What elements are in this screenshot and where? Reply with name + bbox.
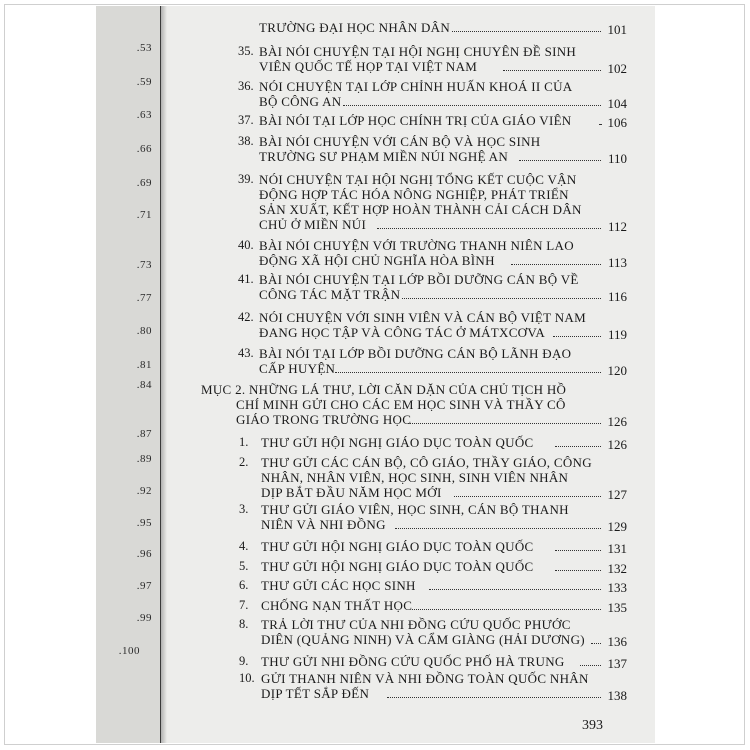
entry-page-number: 127: [607, 487, 627, 502]
previous-page-number: .84: [136, 379, 152, 391]
entry-page-number: 102: [607, 61, 627, 76]
entry-number: 42.: [238, 310, 254, 324]
entry-title-line: BÀI NÓI CHUYỆN TẠI HỘI NGHỊ CHUYÊN ĐỀ SINH: [259, 44, 577, 59]
entry-title-line: BÀI NÓI CHUYỆN TẠI LỚP BỒI DƯỠNG CÁN BỘ VỀ: [259, 272, 579, 287]
leader-dots: [452, 30, 601, 32]
entry-number: 4.: [239, 539, 249, 553]
sub-entry-title-line: THƯ GỬI GIÁO VIÊN, HỌC SINH, CÁN BỘ THANH: [261, 502, 569, 517]
entry-number: 5.: [239, 559, 249, 573]
entry-title-line: TRƯỜNG SƯ PHẠM MIỀN NÚI NGHỆ AN: [259, 149, 509, 164]
entry-number: 40.: [238, 238, 254, 252]
previous-page-number: .100: [118, 645, 140, 657]
entry-page-number: 120: [607, 363, 627, 378]
previous-page-number: .53: [136, 42, 152, 54]
leader-dots: [408, 422, 601, 424]
entry-page-number: 137: [607, 656, 627, 671]
previous-page-number: .73: [136, 259, 152, 271]
sub-entry-title-line: THƯ GỬI HỘI NGHỊ GIÁO DỤC TOÀN QUỐC: [261, 539, 534, 554]
entry-number: 41.: [238, 272, 254, 286]
previous-page-number: .77: [136, 292, 152, 304]
section-heading-line: GIÁO TRONG TRƯỜNG HỌC: [236, 412, 412, 427]
previous-page-number: .59: [136, 76, 152, 88]
entry-title-line: BÀI NÓI CHUYỆN VỚI CÁN BỘ VÀ HỌC SINH: [259, 134, 541, 149]
entry-title-line: CẤP HUYỆN: [259, 361, 336, 376]
previous-page-number: .96: [136, 548, 152, 560]
entry-title-line: NÓI CHUYỆN TẠI HỘI NGHỊ TỔNG KẾT CUỘC VẬN: [259, 172, 577, 187]
leader-dots: [580, 664, 601, 666]
entry-page-number: 138: [607, 688, 627, 703]
entry-number: 38.: [238, 134, 254, 148]
previous-page-edge: [96, 6, 162, 743]
entry-page-number: 129: [607, 519, 627, 534]
previous-page-number: .81: [136, 359, 152, 371]
leader-dots: [555, 445, 601, 447]
footer-page-number: 393: [582, 718, 603, 733]
previous-page-number: .63: [136, 109, 152, 121]
entry-number: 2.: [239, 455, 249, 469]
sub-entry-title-line: GỬI THANH NIÊN VÀ NHI ĐỒNG TOÀN QUỐC NHÂN: [261, 671, 589, 686]
previous-page-number: .92: [136, 485, 152, 497]
sub-entry-title-line: THƯ GỬI HỘI NGHỊ GIÁO DỤC TOÀN QUỐC: [261, 435, 534, 450]
entry-number: 1.: [239, 435, 249, 449]
leader-dots: [553, 335, 601, 337]
entry-number: 37.: [238, 113, 254, 127]
leader-dots: [591, 642, 601, 644]
entry-number: 9.: [239, 654, 249, 668]
leader-dots: [395, 527, 601, 529]
entry-title-line: TRƯỜNG ĐẠI HỌC NHÂN DÂN: [259, 20, 451, 35]
leader-dots: [599, 123, 601, 125]
entry-number: 7.: [239, 598, 249, 612]
entry-page-number: 136: [607, 634, 627, 649]
entry-page-number: 135: [607, 600, 627, 615]
sub-entry-title-line: DIÊN (QUẢNG NINH) VÀ CẨM GIÀNG (HẢI DƯƠNG): [261, 632, 585, 647]
right-margin: [655, 6, 741, 743]
leader-dots: [555, 549, 601, 551]
entry-page-number: 132: [607, 561, 627, 576]
entry-page-number: 131: [607, 541, 627, 556]
entry-title-line: ĐANG HỌC TẬP VÀ CÔNG TÁC Ở MÁTXCƠVA: [259, 325, 546, 340]
previous-page-number: .99: [136, 612, 152, 624]
previous-page-number: .80: [136, 325, 152, 337]
entry-page-number: 116: [607, 289, 627, 304]
leader-dots: [503, 69, 601, 71]
leader-dots: [454, 495, 601, 497]
sub-entry-title-line: THƯ GỬI CÁC HỌC SINH: [261, 578, 416, 593]
previous-page-number: .71: [136, 209, 152, 221]
section-heading-line: CHÍ MINH GỬI CHO CÁC EM HỌC SINH VÀ THẦY CÔ: [236, 397, 566, 412]
entry-title-line: BÀI NÓI CHUYỆN VỚI TRƯỜNG THANH NIÊN LAO: [259, 238, 574, 253]
previous-page-number: .69: [136, 177, 152, 189]
leader-dots: [387, 696, 601, 698]
entry-number: 43.: [238, 346, 254, 360]
entry-title-line: NÓI CHUYỆN TẠI LỚP CHỈNH HUẤN KHOÁ II CỦA: [259, 79, 573, 94]
entry-number: 36.: [238, 79, 254, 93]
leader-dots: [377, 227, 601, 229]
entry-title-line: VIÊN QUỐC TẾ HỌP TẠI VIỆT NAM: [259, 59, 478, 74]
leader-dots: [412, 608, 601, 610]
entry-page-number: 101: [607, 22, 627, 37]
leader-dots: [519, 159, 601, 161]
entry-title-line: CHỦ Ở MIỀN NÚI: [259, 217, 367, 232]
entry-page-number: 110: [607, 151, 627, 166]
leader-dots: [429, 588, 601, 590]
entry-title-line: BÀI NÓI TẠI LỚP HỌC CHÍNH TRỊ CỦA GIÁO VIÊN: [259, 113, 572, 128]
leader-dots: [555, 569, 601, 571]
entry-page-number: 112: [607, 219, 627, 234]
sub-entry-title-line: THƯ GỬI CÁC CÁN BỘ, CÔ GIÁO, THẦY GIÁO, CÔNG: [261, 455, 592, 470]
sub-entry-title-line: THƯ GỬI HỘI NGHỊ GIÁO DỤC TOÀN QUỐC: [261, 559, 534, 574]
entry-number: 10.: [239, 671, 255, 685]
sub-entry-title-line: DỊP BẮT ĐẦU NĂM HỌC MỚI: [261, 485, 442, 500]
leader-dots: [343, 104, 601, 106]
entry-number: 39.: [238, 172, 254, 186]
entry-number: 35.: [238, 44, 254, 58]
entry-page-number: 126: [607, 437, 627, 452]
sub-entry-title-line: THƯ GỬI NHI ĐỒNG CỨU QUỐC PHỐ HÀ TRUNG: [261, 654, 565, 669]
sub-entry-title-line: NHÂN, NHÂN VIÊN, HỌC SINH, SINH VIÊN NHÂN: [261, 470, 569, 485]
entry-number: 3.: [239, 502, 249, 516]
previous-page-number: .97: [136, 580, 152, 592]
entry-page-number: 126: [607, 414, 627, 429]
entry-page-number: 104: [607, 96, 627, 111]
leader-dots: [335, 371, 601, 373]
entry-page-number: 113: [607, 255, 627, 270]
entry-page-number: 106: [607, 115, 627, 130]
previous-page-number: .89: [136, 453, 152, 465]
sub-entry-title-line: CHỐNG NẠN THẤT HỌC: [261, 598, 413, 613]
entry-title-line: SẢN XUẤT, KẾT HỢP HOÀN THÀNH CẢI CÁCH DÂN: [259, 202, 582, 217]
entry-title-line: CÔNG TÁC MẶT TRẬN: [259, 287, 401, 302]
entry-page-number: 119: [607, 327, 627, 342]
entry-number: 6.: [239, 578, 249, 592]
entry-title-line: NÓI CHUYỆN VỚI SINH VIÊN VÀ CÁN BỘ VIỆT NAM: [259, 310, 586, 325]
entry-title-line: ĐỘNG HỢP TÁC HÓA NÔNG NGHIỆP, PHÁT TRIỂN: [259, 187, 569, 202]
previous-page-number: .95: [136, 517, 152, 529]
section-heading-line: MỤC 2. NHỮNG LÁ THƯ, LỜI CĂN DẶN CỦA CHỦ TỊCH HỒ: [201, 382, 567, 397]
page-gutter-shadow: [161, 6, 167, 743]
previous-page-number: .66: [136, 143, 152, 155]
entry-title-line: BỘ CÔNG AN: [259, 94, 342, 109]
entry-page-number: 133: [607, 580, 627, 595]
table-of-contents-page: [161, 6, 655, 743]
entry-title-line: BÀI NÓI TẠI LỚP BỒI DƯỠNG CÁN BỘ LÃNH ĐẠO: [259, 346, 572, 361]
previous-page-number: .87: [136, 428, 152, 440]
leader-dots: [402, 297, 601, 299]
sub-entry-title-line: TRẢ LỜI THƯ CỦA NHI ĐỒNG CỨU QUỐC PHƯỚC: [261, 617, 571, 632]
sub-entry-title-line: DỊP TẾT SẮP ĐẾN: [261, 686, 370, 701]
entry-title-line: ĐỘNG XÃ HỘI CHỦ NGHĨA HÒA BÌNH: [259, 253, 495, 268]
entry-number: 8.: [239, 617, 249, 631]
sub-entry-title-line: NIÊN VÀ NHI ĐỒNG: [261, 517, 386, 532]
leader-dots: [511, 263, 601, 265]
